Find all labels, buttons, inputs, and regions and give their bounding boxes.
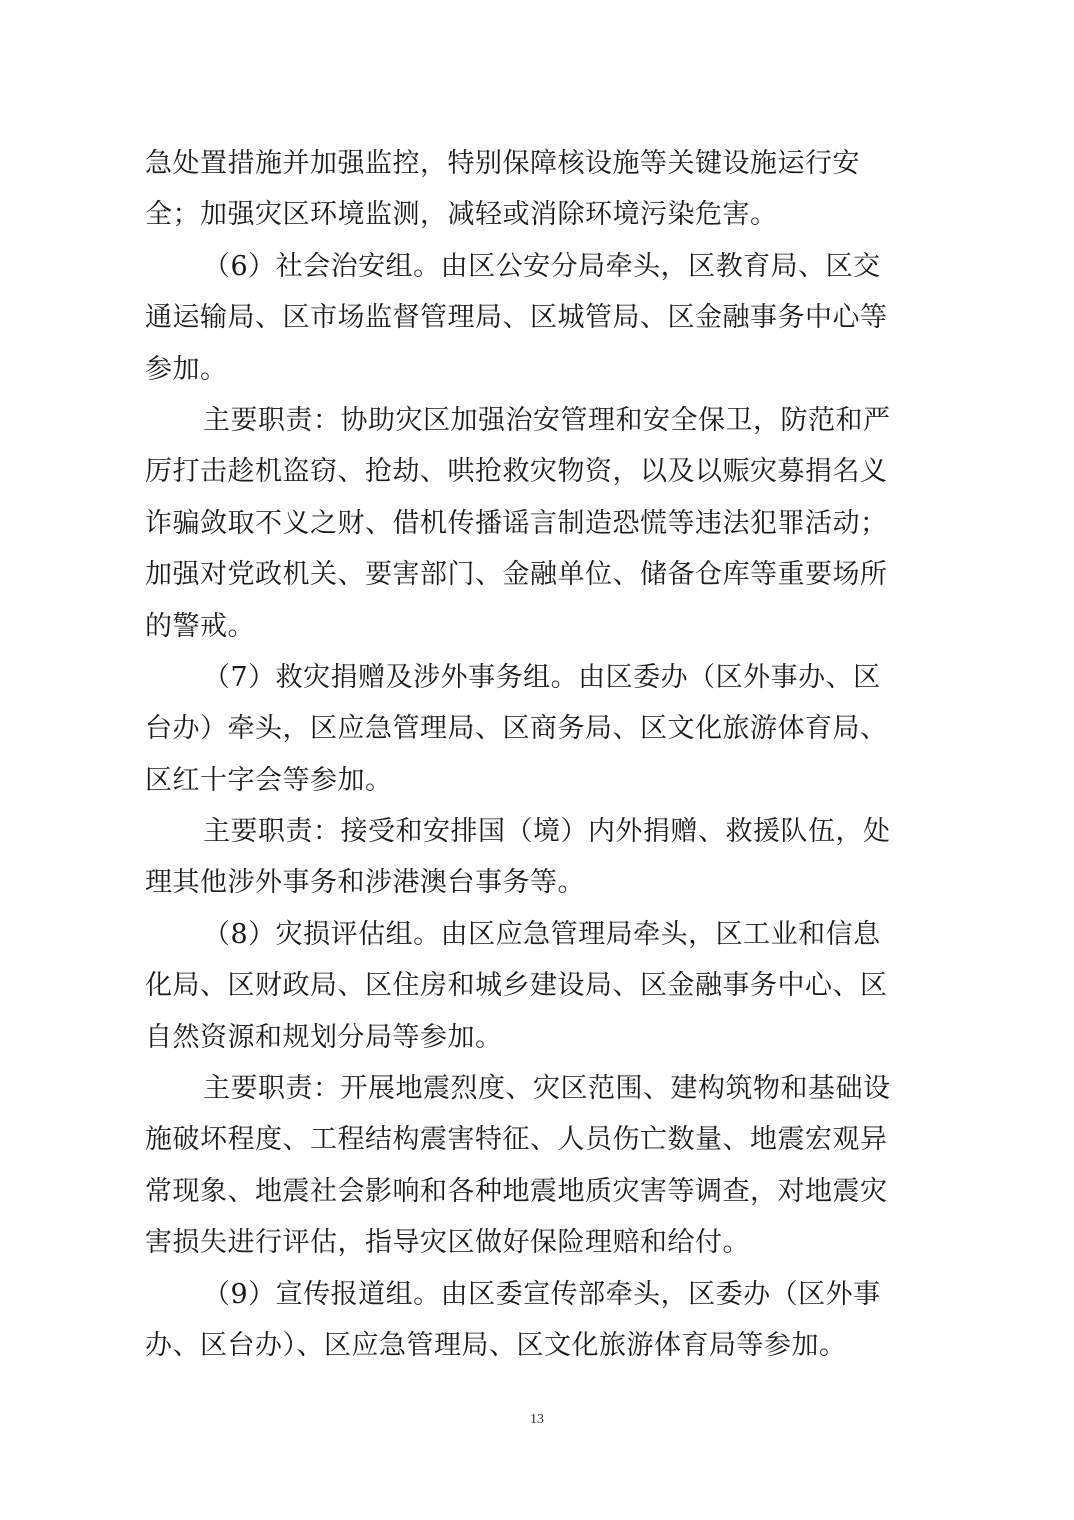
text-line: 害损失进行评估，指导灾区做好保险理赔和给付。 <box>145 1227 750 1259</box>
text-line: 施破坏程度、工程结构震害特征、人员伤亡数量、地震宏观异 <box>145 1124 888 1156</box>
text-line: 的警戒。 <box>145 610 255 642</box>
section-heading-7: （7）救灾捐赠及涉外事务组。由区委办（区外事办、区 <box>203 661 881 693</box>
text-line: 台办）牵头，区应急管理局、区商务局、区文化旅游体育局、 <box>145 713 888 745</box>
page-number: 13 <box>530 1412 544 1427</box>
duties-paragraph-start: 主要职责：协助灾区加强治安管理和安全保卫，防范和严 <box>203 404 891 436</box>
text-line: 厉打击趁机盗窃、抢劫、哄抢救灾物资，以及以赈灾募捐名义 <box>145 456 888 488</box>
text-line: 自然资源和规划分局等参加。 <box>145 1021 503 1053</box>
duties-paragraph-start: 主要职责：开展地震烈度、灾区范围、建构筑物和基础设 <box>203 1073 891 1105</box>
duties-paragraph-start: 主要职责：接受和安排国（境）内外捐赠、救援队伍，处 <box>203 816 891 848</box>
text-line: 常现象、地震社会影响和各种地震地质灾害等调查，对地震灾 <box>145 1175 888 1207</box>
text-line: 办、区台办）、区应急管理局、区文化旅游体育局等参加。 <box>145 1329 847 1361</box>
text-line: 理其他涉外事务和涉港澳台事务等。 <box>145 867 585 899</box>
section-heading-8: （8）灾损评估组。由区应急管理局牵头，区工业和信息 <box>203 918 881 950</box>
text-line: 区红十字会等参加。 <box>145 764 393 796</box>
body-text <box>145 138 925 1371</box>
section-heading-6: （6）社会治安组。由区公安分局牵头，区教育局、区交 <box>203 250 881 282</box>
section-heading-9: （9）宣传报道组。由区委宣传部牵头，区委办（区外事 <box>203 1278 881 1310</box>
text-line: 化局、区财政局、区住房和城乡建设局、区金融事务中心、区 <box>145 970 888 1002</box>
text-line: 全；加强灾区环境监测，减轻或消除环境污染危害。 <box>145 199 778 231</box>
text-line: 加强对党政机关、要害部门、金融单位、储备仓库等重要场所 <box>145 559 888 591</box>
text-line: 通运输局、区市场监督管理局、区城管局、区金融事务中心等 <box>145 302 888 334</box>
text-line: 急处置措施并加强监控，特别保障核设施等关键设施运行安 <box>145 148 860 179</box>
text-line: 参加。 <box>145 353 228 385</box>
text-line: 诈骗敛取不义之财、借机传播谣言制造恐慌等违法犯罪活动； <box>145 507 888 539</box>
